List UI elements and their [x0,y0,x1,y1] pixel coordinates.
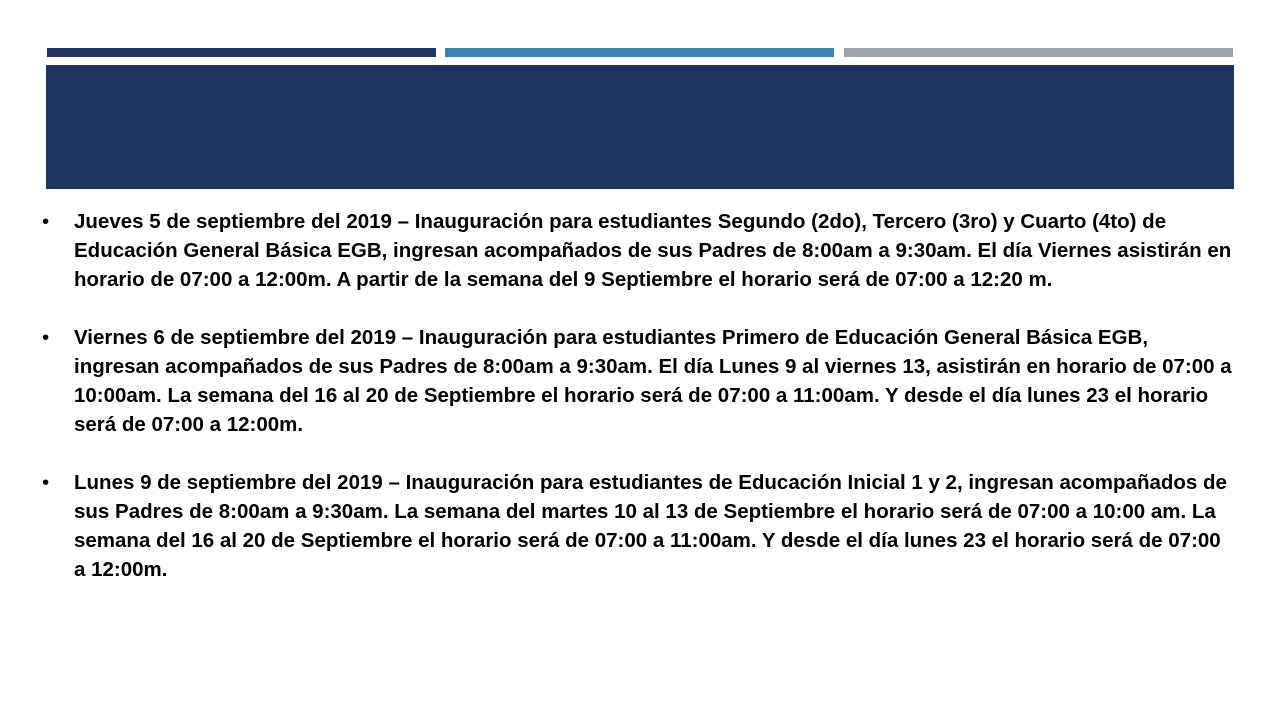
bullet-marker: • [42,210,50,233]
bullet-marker: • [42,326,50,349]
bullet-text: Lunes 9 de septiembre del 2019 – Inauguración para estudiantes de Educación Inicial 1 y 2, ingresan acompañados de sus Padres de 8:00am a 9:30am. La semana del martes 10 al 13 de Septiembre el horario será de 07:00 a 10:00 am. La semana del 16 al 20 de Septiembre el horario será de 07:00 a 11:00am. Y desde el día lunes 23 el horario será de 07:00 a 12:00m. [74,471,1227,581]
bullet-marker: • [42,471,50,494]
accent-bar-gray [844,48,1233,57]
bullet-item-1 [40,207,1235,294]
bullet-item-3 [40,468,1235,584]
accent-bar-blue [445,48,834,57]
bullet-list [40,207,1235,613]
bullet-text: Viernes 6 de septiembre del 2019 – Inauguración para estudiantes Primero de Educación General Básica EGB, ingresan acompañados de sus Padres de 8:00am a 9:30am. El día Lunes 9 al viernes 13, asistirán en horario de 07:00 a 10:00am. La semana del 16 al 20 de Septiembre el horario será de 07:00 a 11:00am. Y desde el día lunes 23 el horario será de 07:00 a 12:00m. [74,326,1232,436]
title-band [46,65,1234,189]
bullet-text: Jueves 5 de septiembre del 2019 – Inauguración para estudiantes Segundo (2do), Tercero (3ro) y Cuarto (4to) de Educación General Básica EGB, ingresan acompañados de sus Padres de 8:00am a 9:30am. El día Viernes asistirán en horario de 07:00 a 12:00m. A partir de la semana del 9 Septiembre el horario será de 07:00 a 12:20 m. [74,210,1232,291]
bullet-item-2 [40,323,1235,439]
accent-bar-dark [47,48,436,57]
